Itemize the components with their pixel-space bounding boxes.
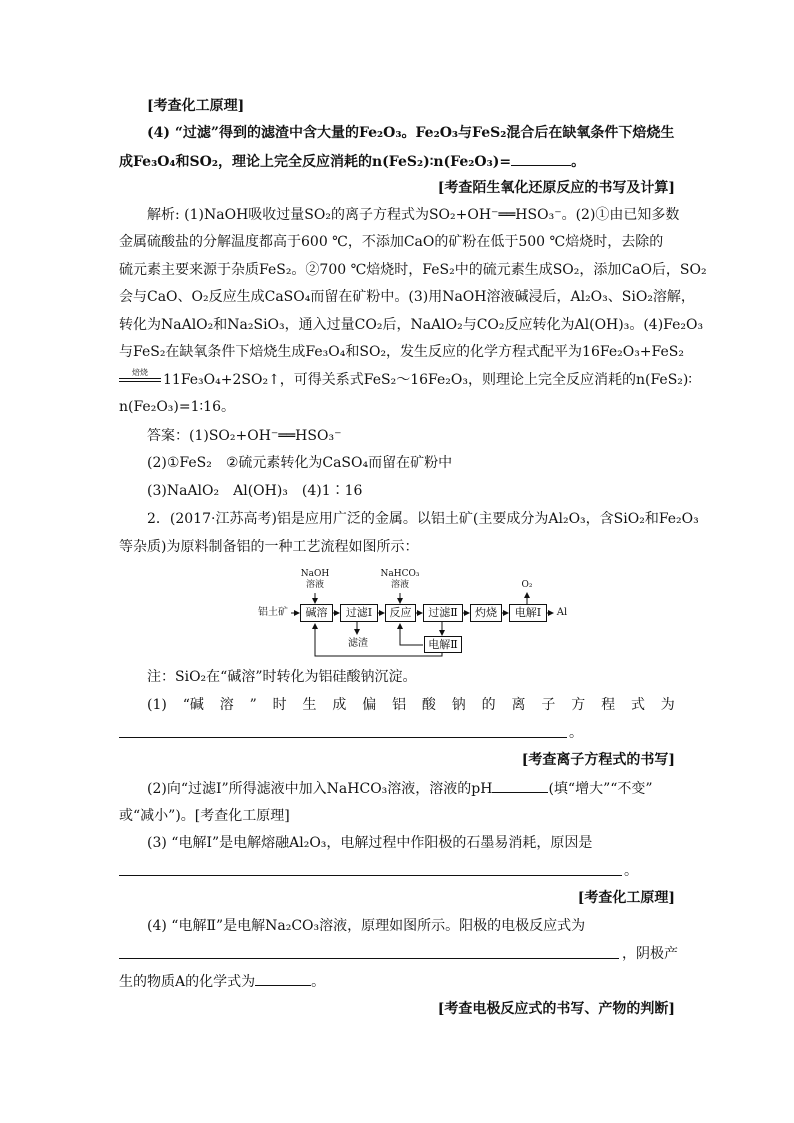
flow-residue-label: 滤渣 <box>348 638 368 649</box>
answer-blank-line[interactable] <box>119 875 622 876</box>
flow-step-reaction: 反应 <box>385 604 416 622</box>
question-text-fragment: 的 <box>481 697 496 713</box>
question-text-fragment: 程 <box>601 697 616 713</box>
question-2-part-2: (2)向“过滤Ⅰ”所得滤液中加入NaHCO₃溶液，溶液的pH (填“增大”“不变” <box>147 778 703 799</box>
answer-blank-line[interactable] <box>119 958 619 959</box>
question-text-fragment: 酸 <box>421 697 436 713</box>
flow-step-electrolysis-2: 电解Ⅱ <box>424 636 462 653</box>
question-text-fragment: 钠 <box>451 697 466 713</box>
flow-step-calcine: 灼烧 <box>470 604 502 622</box>
analysis-line: n(Fe₂O₃)=1∶16。 <box>119 399 235 415</box>
question-text-fragment: 式 <box>630 697 645 713</box>
question-2-note: 注：SiO₂在“碱溶”时转化为铝硅酸钠沉淀。 <box>147 669 417 685</box>
flow-step-alkali-dissolve: 碱溶 <box>300 604 333 622</box>
punctuation: 。 <box>569 725 583 741</box>
analysis-line: 会与CaO、O₂反应生成CaSO₄而留在矿粉中。(3)用NaOH溶液碱浸后，Al₂O₃、SiO₂溶解， <box>119 289 695 305</box>
question-text-fragment: 时 <box>272 697 287 713</box>
flow-reagent-naoh: NaOH 溶液 <box>300 569 330 590</box>
question-text-fragment: 成 <box>332 697 347 713</box>
flow-end-label: Al <box>556 607 568 618</box>
section-tag: [考查化工原理] <box>147 98 245 114</box>
answer-line: (2)①FeS₂ ②硫元素转化为CaSO₄而留在矿粉中 <box>147 455 453 471</box>
question-text-fragment: 生 <box>302 697 317 713</box>
question-2-part-4-cont: ，阴极产 <box>622 946 678 962</box>
analysis-line: 金属硫酸盐的分解温度都高于600 ℃，不添加CaO的矿粉在低于500 ℃焙烧时，去除的 <box>119 234 664 250</box>
reaction-arrow <box>119 368 161 382</box>
analysis-line: 与FeS₂在缺氧条件下焙烧生成Fe₃O₄和SO₂，发生反应的化学方程式配平为16Fe₂O₃+FeS₂ <box>119 344 684 360</box>
flow-step-filter-1: 过滤Ⅰ <box>340 604 378 622</box>
punctuation: 。 <box>624 863 638 879</box>
flow-step-electrolysis-1: 电解Ⅰ <box>509 604 547 622</box>
answer-blank[interactable] <box>511 151 571 166</box>
section-tag: [考查化工原理] <box>577 890 675 906</box>
question-text-fragment: (1) <box>147 697 167 713</box>
flow-start-label: 铝土矿 <box>258 607 288 618</box>
question-item-4-line1: (4) “过滤”得到的滤渣中含大量的Fe₂O₃。Fe₂O₃与FeS₂混合后在缺氧条件下焙烧生 <box>147 125 675 141</box>
question-text-fragment: 为 <box>660 697 675 713</box>
question-text-fragment: 方 <box>571 697 586 713</box>
section-tag: [考查离子方程式的书写] <box>521 752 675 768</box>
answer-line: 答案：(1)SO₂+OH⁻══HSO₃⁻ <box>147 428 342 444</box>
question-2-part-2-cont: 或“减小”)。[考查化工原理] <box>119 808 290 824</box>
question-2-part-4: (4) “电解Ⅱ”是电解Na₂CO₃溶液，原理如图所示。阳极的电极反应式为 <box>147 918 586 934</box>
question-text-fragment: 子 <box>541 697 556 713</box>
section-tag: [考查电极反应式的书写、产物的判断] <box>437 1001 675 1017</box>
analysis-line: 解析: (1)NaOH吸收过量SO₂的离子方程式为SO₂+OH⁻══HSO₃⁻。(2)①由已知多数 <box>147 207 680 223</box>
process-flowchart <box>255 562 575 657</box>
analysis-line: 11Fe₃O₄+2SO₂↑，可得关系式FeS₂～16Fe₂O₃，则理论上完全反应消耗的n(FeS₂)∶ <box>163 372 693 388</box>
question-text-fragment: “碱 <box>182 697 204 713</box>
question-2-part-4-cont: 生的物质A的化学式为 。 <box>119 971 675 992</box>
question-2-intro: 等杂质)为原料制备铝的一种工艺流程如图所示： <box>119 539 419 555</box>
question-text-fragment: 铝 <box>392 697 407 713</box>
answer-blank[interactable] <box>492 778 548 793</box>
question-2-part-1 <box>147 695 675 715</box>
section-tag: [考查陌生氧化还原反应的书写及计算] <box>437 180 675 196</box>
question-2-part-3: (3) “电解Ⅰ”是电解熔融Al₂O₃，电解过程中作阳极的石墨易消耗，原因是 <box>147 835 593 851</box>
reaction-condition: 焙烧 <box>132 368 148 377</box>
question-item-4-line2: 成Fe₃O₄和SO₂，理论上完全反应消耗的n(FeS₂)∶n(Fe₂O₃)= 。 <box>119 151 675 172</box>
question-text-fragment: 溶 <box>219 697 234 713</box>
question-text-fragment: 偏 <box>362 697 377 713</box>
answer-line: (3)NaAlO₂ Al(OH)₃ (4)1∶16 <box>147 483 363 499</box>
answer-blank-line[interactable] <box>119 737 567 738</box>
answer-blank[interactable] <box>255 971 311 986</box>
analysis-line: 硫元素主要来源于杂质FeS₂。②700 ℃焙烧时，FeS₂中的硫元素生成SO₂，添加CaO后，SO₂ <box>119 262 707 278</box>
question-text-fragment: ” <box>249 697 257 713</box>
flow-step-filter-2: 过滤Ⅱ <box>423 604 463 622</box>
flow-product-o2: O₂ <box>521 580 533 590</box>
analysis-line: 转化为NaAlO₂和Na₂SiO₃，通入过量CO₂后，NaAlO₂与CO₂反应转化为Al(OH)₃。(4)Fe₂O₃ <box>119 317 704 333</box>
flow-reagent-nahco3: NaHCO₃ 溶液 <box>380 569 420 590</box>
question-2-intro: 2．(2017·江苏高考)铝是应用广泛的金属。以铝土矿(主要成分为Al₂O₃，含SiO₂和Fe₂O₃ <box>147 511 699 527</box>
question-text-fragment: 离 <box>511 697 526 713</box>
